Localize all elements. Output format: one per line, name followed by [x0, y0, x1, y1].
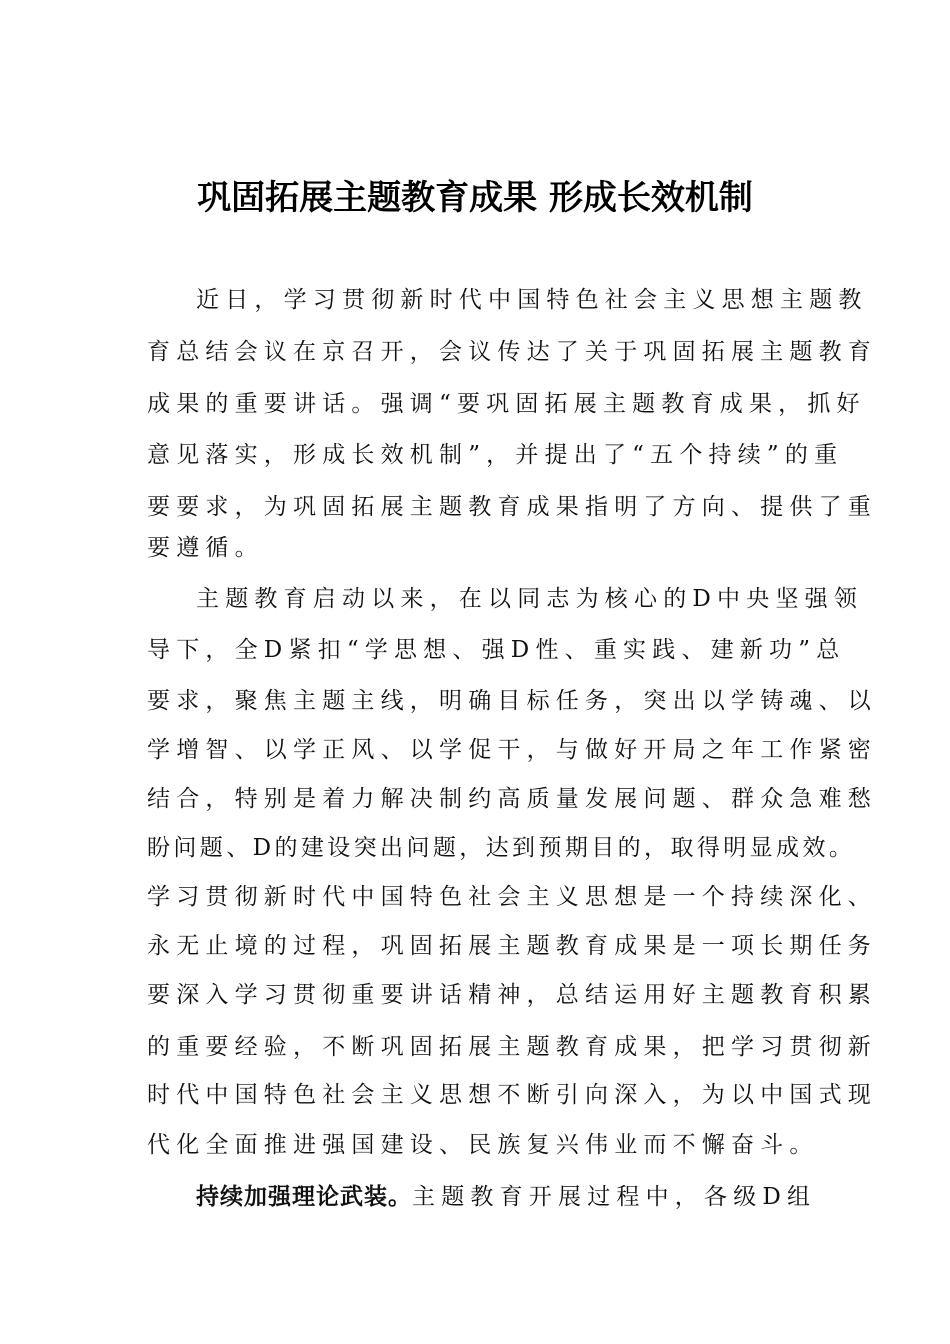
- paragraph-3-text: 主题教育开展过程中，各级D组: [412, 1184, 817, 1210]
- paragraph-1-line-4: 意见落实，形成长效机制”，并提出了“五个持续”的重: [147, 442, 844, 468]
- paragraph-1-line-6: 要遵循。: [147, 535, 264, 561]
- paragraph-2-line-6: 盼问题、D的建设突出问题，达到预期目的，取得明显成效。: [147, 835, 856, 861]
- paragraph-2-line-12: 代化全面推进强国建设、民族复兴伟业而不懈奋斗。: [147, 1132, 819, 1158]
- paragraph-2-line-5: 结合，特别是着力解决制约高质量发展问题、群众急难愁: [147, 786, 877, 812]
- paragraph-2-line-2: 导下，全D紧扣“学思想、强D性、重实践、建新功”总: [147, 637, 846, 663]
- paragraph-2-line-7: 学习贯彻新时代中国特色社会主义思想是一个持续深化、: [147, 884, 877, 910]
- paragraph-2-line-4: 学增智、以学正风、以学促干，与做好开局之年工作紧密: [147, 737, 877, 763]
- paragraph-2-line-8: 永无止境的过程，巩固拓展主题教育成果是一项长期任务: [147, 933, 877, 959]
- document-title: 巩固拓展主题教育成果 形成长效机制: [197, 178, 753, 218]
- paragraph-3-lead-heading: 持续加强理论武装。: [196, 1184, 412, 1210]
- paragraph-1-line-1: 近日，学习贯彻新时代中国特色社会主义思想主题教: [196, 287, 868, 313]
- paragraph-3-line-1: [196, 1171, 816, 1223]
- paragraph-2-line-11: 时代中国特色社会主义思想不断引向深入，为以中国式现: [147, 1082, 877, 1108]
- paragraph-2-line-3: 要求，聚焦主题主线，明确目标任务，突出以学铸魂、以: [147, 688, 877, 714]
- paragraph-1-line-3: 成果的重要讲话。强调“要巩固拓展主题教育成果，抓好: [147, 391, 866, 417]
- paragraph-1-line-2: 育总结会议在京召开，会议传达了关于巩固拓展主题教育: [147, 339, 877, 365]
- paragraph-1-line-5: 要要求，为巩固拓展主题教育成果指明了方向、提供了重: [147, 494, 877, 520]
- paragraph-2-line-9: 要深入学习贯彻重要讲话精神，总结运用好主题教育积累: [147, 982, 877, 1008]
- paragraph-2-line-10: 的重要经验，不断巩固拓展主题教育成果，把学习贯彻新: [147, 1034, 877, 1060]
- paragraph-2-line-1: 主题教育启动以来，在以同志为核心的D中央坚强领: [196, 586, 864, 612]
